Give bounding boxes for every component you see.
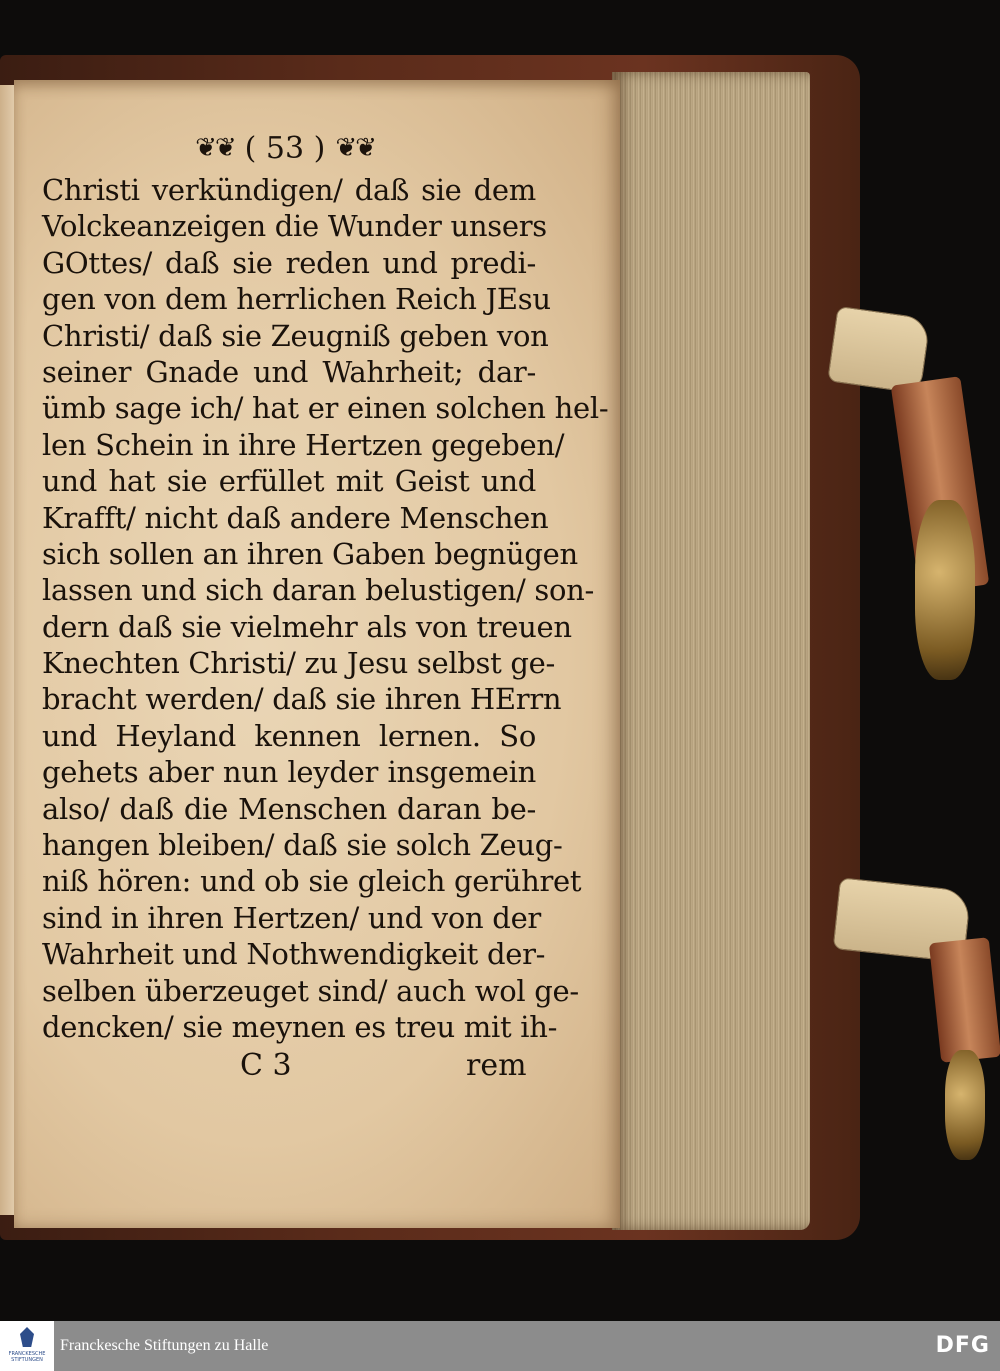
institution-logo[interactable]: [0, 1321, 54, 1371]
signature-mark: C 3: [240, 1048, 292, 1083]
page-fore-edge: [612, 72, 810, 1230]
text-line: dencken/ sie meynen es treu mit ih-: [42, 1009, 558, 1044]
running-head: [180, 128, 390, 168]
text-line: ümb sage ich/ hat er einen solchen hel-: [42, 391, 609, 426]
text-line: lassen und sich daran belustigen/ son-: [42, 573, 595, 608]
catchword: rem: [466, 1048, 527, 1083]
text-line: hangen bleiben/ daß sie solch Zeug-: [42, 828, 563, 863]
text-line: und Heyland kennen lernen. So: [42, 718, 536, 753]
text-line: sich sollen an ihren Gaben begnügen: [42, 536, 578, 571]
text-line: seiner Gnade und Wahrheit; dar-: [42, 354, 536, 389]
text-line: sind in ihren Hertzen/ und von der: [42, 900, 541, 935]
page-body-text: [42, 172, 609, 1045]
text-line: Krafft/ nicht daß andere Menschen: [42, 500, 549, 535]
footer-bar: [0, 1321, 1000, 1371]
text-line: Volckeanzeigen die Wunder unsers: [42, 209, 547, 244]
text-line: Wahrheit und Nothwendigkeit der-: [42, 937, 546, 972]
institution-emblem-icon: [20, 1327, 34, 1347]
ornament-right: ❦❦: [335, 133, 375, 163]
text-line: dern daß sie vielmehr als von treuen: [42, 609, 572, 644]
page-number: ( 53 ): [244, 130, 326, 166]
clasp-strap-top: [827, 306, 931, 394]
text-line: bracht werden/ daß sie ihren HErrn: [42, 682, 562, 717]
text-line: Christi verkündigen/ daß sie dem: [42, 173, 536, 207]
institution-name[interactable]: Franckesche Stiftungen zu Halle: [60, 1337, 269, 1354]
dfg-logo[interactable]: DFG: [935, 1333, 990, 1358]
ornament-left: ❦❦: [195, 133, 235, 163]
text-line: gen von dem herrlichen Reich JEsu: [42, 282, 551, 317]
text-line: niß hören: und ob sie gleich gerühret: [42, 864, 582, 899]
text-line: selben überzeuget sind/ auch wol ge-: [42, 973, 579, 1008]
text-line: also/ daß die Menschen daran be-: [42, 791, 536, 826]
text-line: und hat sie erfüllet mit Geist und: [42, 464, 536, 499]
text-line: GOttes/ daß sie reden und predi-: [42, 245, 536, 280]
logo-caption: FRANCKESCHE STIFTUNGEN: [8, 1351, 46, 1363]
text-line: len Schein in ihre Hertzen gegeben/: [42, 427, 565, 462]
text-line: Knechten Christi/ zu Jesu selbst ge-: [42, 646, 556, 681]
text-line: gehets aber nun leyder insgemein: [42, 755, 536, 790]
text-line: Christi/ daß sie Zeugniß geben von: [42, 318, 549, 353]
clasp-strap-bottom-edge: [929, 937, 1000, 1063]
clasp-hook-top: [915, 500, 975, 680]
clasp-hook-bottom: [945, 1050, 985, 1160]
